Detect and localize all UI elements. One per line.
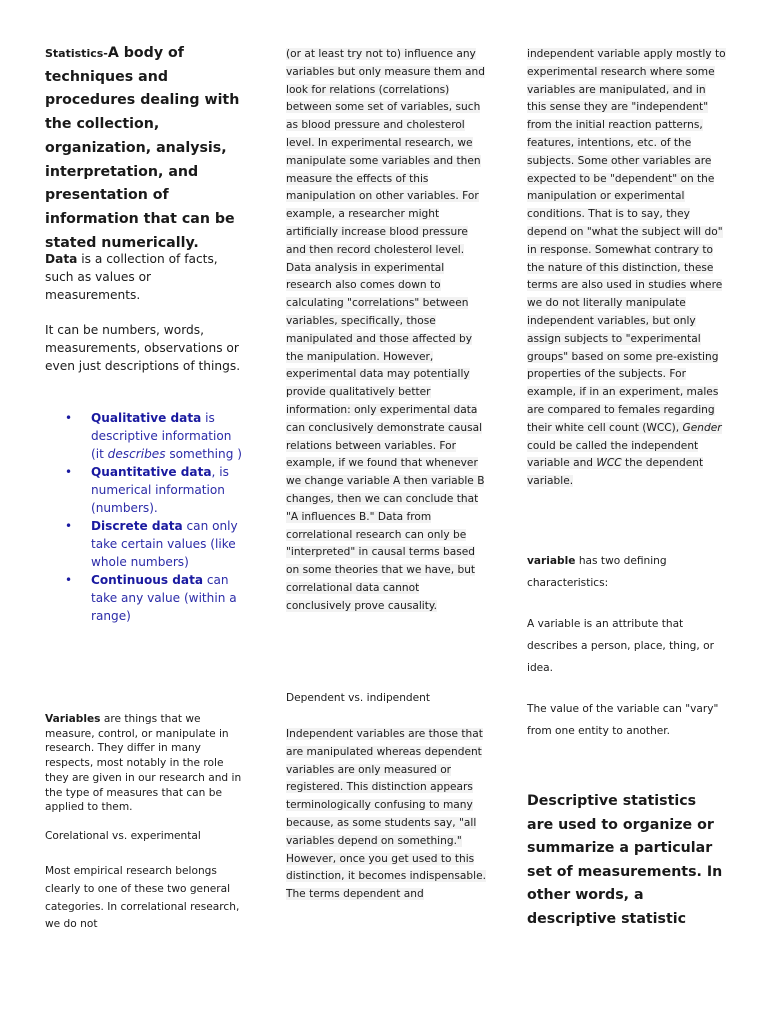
value-paragraph: The value of the variable can "vary" from one entity to another. [527, 703, 719, 737]
bullet-term: Continuous data [91, 573, 204, 587]
continued-text-c: the dependent variable. [527, 457, 704, 488]
list-item [45, 517, 245, 571]
bullet-text: is descriptive information (it [91, 411, 232, 461]
bullet-term: Discrete data [91, 519, 183, 533]
bullet-text-end: something ) [165, 447, 242, 461]
variable-characteristics [527, 550, 727, 594]
bullet-italic: describes [107, 447, 166, 461]
data-definition [45, 250, 245, 305]
dependent-heading: Dependent vs. indipendent [286, 692, 431, 704]
numbers-paragraph: It can be numbers, words, measurements, observations or even just descriptions of things. [45, 323, 241, 374]
descriptive-text: are used to organize or summarize a particular set of measurements. In other words, a descriptive statistic [527, 816, 723, 927]
bullet-icon: • [65, 519, 73, 533]
list-item [45, 571, 245, 625]
continued-text-b: could be called the independent variable and [527, 439, 699, 470]
statistics-term: Statistics- [45, 47, 108, 60]
descriptive-statistics-definition [527, 790, 727, 932]
variables-text: are things that we measure, control, or manipulate in research. They differ in many respects, most notably in the role they are given in our research and in the type of measures that can be applied to them. [45, 713, 242, 814]
bullet-icon: • [65, 573, 73, 587]
bullet-text: , is numerical information (numbers). [91, 465, 229, 515]
data-term: Data [45, 252, 78, 266]
list-item [45, 463, 245, 517]
statistics-definition [45, 42, 245, 255]
data-text: is a collection of facts, such as values or measurements. [45, 252, 218, 303]
wcc-term: WCC [596, 457, 622, 470]
continued-text-a: independent variable apply mostly to experimental research where some variables are manipulated, and in this sense they are "independent" from the initial reaction patterns, features, intentions, etc. of the subjects. Some other variables are expected to be "dependent" on the manipulation or experimental conditions. That is to say, they depend on "what the subject will do" in response. Somewhat contrary to the nature of this distinction, these terms are also used in studies where we do not literally manipulate independent variables, but only assign subjects to "experimental groups" based on some pre-existing properties of the subjects. For example, if in an experiment, males are compared to females regarding their white cell count (WCC), [527, 48, 726, 434]
variables-definition [45, 712, 245, 815]
independent-paragraph [286, 726, 486, 904]
corelational-heading: Corelational vs. experimental [45, 830, 201, 842]
correlation-text: (or at least try not to) influence any variables but only measure them and look for relations (correlations) between some set of variables, such as blood pressure and cholesterol level. In experimental research, we manipulate some variables and then measure the effects of this manipulation on other variables. For example, a researcher might artificially increase blood pressure and then record cholesterol level. Data analysis in experimental research also comes down to calculating "correlations" between variables, specifically, those manipulated and those affected by the manipulation. However, experimental data may potentially provide qualitatively better information: only experimental data can conclusively demonstrate causal relations between variables. For example, if we found that whenever we change variable A then variable B changes, then we can conclude that "A influences B." Data from correlational research can only be "interpreted" in causal terms based on some theories that we have, but correlational data cannot conclusively prove causality. [286, 48, 485, 612]
gender-term: Gender [682, 421, 722, 434]
independent-text: Independent variables are those that are manipulated whereas dependent variables are only measured or registered. This distinction appears terminologically confusing to many because, as some students say, "all variables depend on something." However, once you get used to this distinction, it becomes indispensable. The terms dependent and [286, 728, 486, 901]
list-item [45, 409, 245, 463]
independent-continued-paragraph [527, 46, 727, 491]
descriptive-term: Descriptive statistics [527, 793, 697, 809]
bullet-text: can take any value (within a range) [91, 573, 237, 623]
bullet-icon: • [65, 411, 73, 425]
variables-term: Variables [45, 713, 101, 725]
correlation-paragraph [286, 46, 486, 616]
bullet-text: can only take certain values (like whole numbers) [91, 519, 238, 569]
data-types-list [45, 409, 245, 625]
empirical-paragraph: Most empirical research belongs clearly to one of these two general categories. In correlational research, we do not [45, 865, 240, 931]
variable-text: has two defining characteristics: [527, 555, 667, 589]
bullet-icon: • [65, 465, 73, 479]
bullet-term: Qualitative data [91, 411, 202, 425]
attribute-paragraph: A variable is an attribute that describes a person, place, thing, or idea. [527, 618, 714, 674]
variable-term: variable [527, 555, 576, 567]
bullet-term: Quantitative data [91, 465, 212, 479]
statistics-text: A body of techniques and procedures dealing with the collection, organization, analysis, interpretation, and presentation of information that can be stated numerically. [45, 45, 240, 251]
